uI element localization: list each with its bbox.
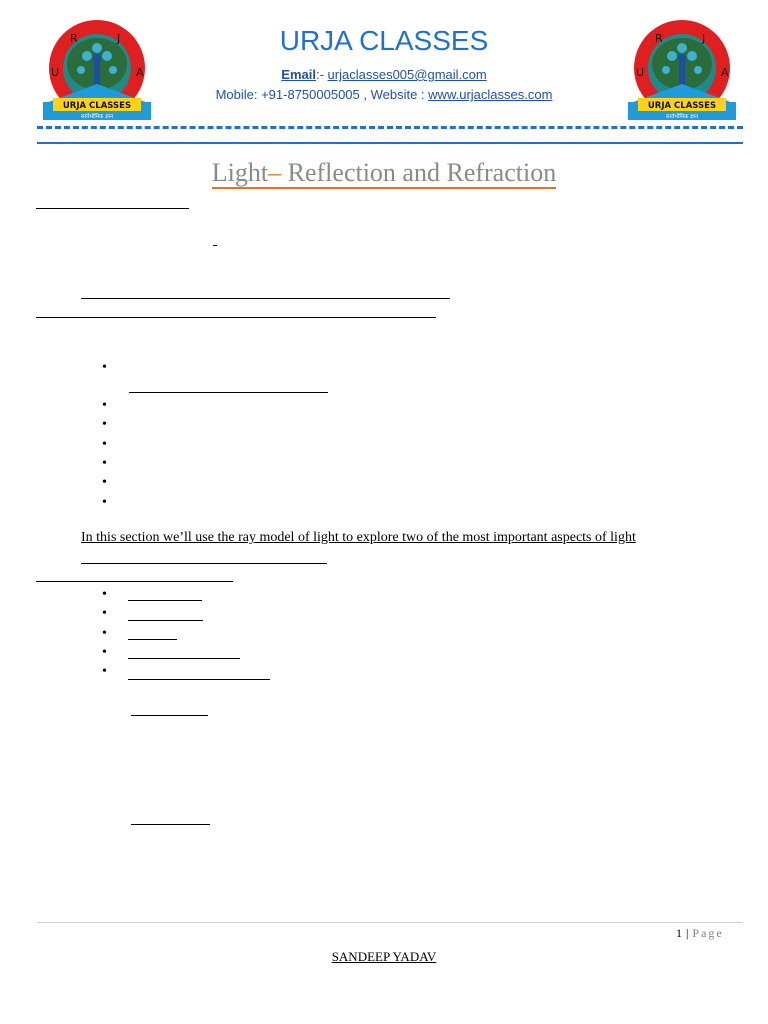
logo-letter-j: J [702, 32, 706, 45]
logo-subtext: सार्वभौमिक ज्ञान [665, 114, 699, 120]
list-bullet: • [102, 664, 107, 679]
title-light: Light [211, 158, 269, 187]
email-separator: :- [315, 67, 328, 82]
subheading-underline-1 [131, 715, 208, 716]
list-bullet: • [102, 587, 107, 602]
list-bullet: • [102, 437, 107, 452]
page-number [676, 926, 724, 941]
subheading-underline-2 [131, 824, 210, 825]
heading-underline [36, 208, 189, 209]
logo-text: URJA CLASSES [62, 101, 132, 111]
section-underline [36, 581, 233, 582]
bullet-underline [129, 392, 328, 393]
list-bullet: • [102, 398, 107, 413]
list-bullet: • [102, 626, 107, 641]
list-bullet: • [102, 456, 107, 471]
underline-row-1 [81, 298, 450, 299]
list-item-underline [128, 639, 177, 640]
list-bullet: • [102, 360, 107, 375]
title-dash: – [268, 158, 282, 187]
logo-letter-r: R [70, 32, 78, 45]
header-dashed-rule [37, 126, 743, 129]
logo-subtext: सार्वभौमिक ज्ञान [80, 114, 114, 120]
list-item-underline [128, 620, 203, 621]
email-line [0, 67, 768, 82]
logo-letter-u: U [51, 66, 60, 79]
list-item-underline [128, 679, 270, 680]
email-label: Email [281, 67, 316, 82]
author-name: SANDEEP YADAV [331, 949, 437, 964]
list-item-underline [128, 600, 202, 601]
website-link[interactable]: www.urjaclasses.com [428, 87, 553, 102]
mobile-line [0, 87, 768, 102]
document-title [0, 157, 768, 189]
email-link[interactable]: urjaclasses005@gmail.com [327, 67, 487, 82]
paragraph-continuation-underline [81, 563, 327, 564]
intro-paragraph: In this section we’ll use the ray model of light to explore two of the most important aspects of light [81, 530, 636, 545]
header-title: URJA CLASSES [279, 25, 489, 56]
page-label: Page [692, 926, 724, 940]
page-number-value: 1 [676, 926, 683, 940]
title-rest: Reflection and Refraction [281, 158, 557, 187]
short-underline [213, 245, 217, 246]
list-bullet: • [102, 495, 107, 510]
list-bullet: • [102, 645, 107, 660]
mobile-text: Mobile: +91-8750005005 , Website : [215, 87, 429, 102]
list-bullet: • [102, 606, 107, 621]
underline-row-2 [36, 317, 436, 318]
list-bullet: • [102, 417, 107, 432]
logo-letter-a: A [721, 66, 729, 79]
list-bullet: • [102, 475, 107, 490]
logo-letter-a: A [136, 66, 144, 79]
logo-text: URJA CLASSES [647, 101, 717, 111]
logo-letter-r: R [655, 32, 663, 45]
list-item-underline [128, 658, 240, 659]
logo-letter-j: J [117, 32, 121, 45]
logo-letter-u: U [636, 66, 645, 79]
header-solid-rule [37, 142, 743, 144]
page-separator: | [682, 926, 693, 940]
footer-rule [37, 922, 743, 923]
